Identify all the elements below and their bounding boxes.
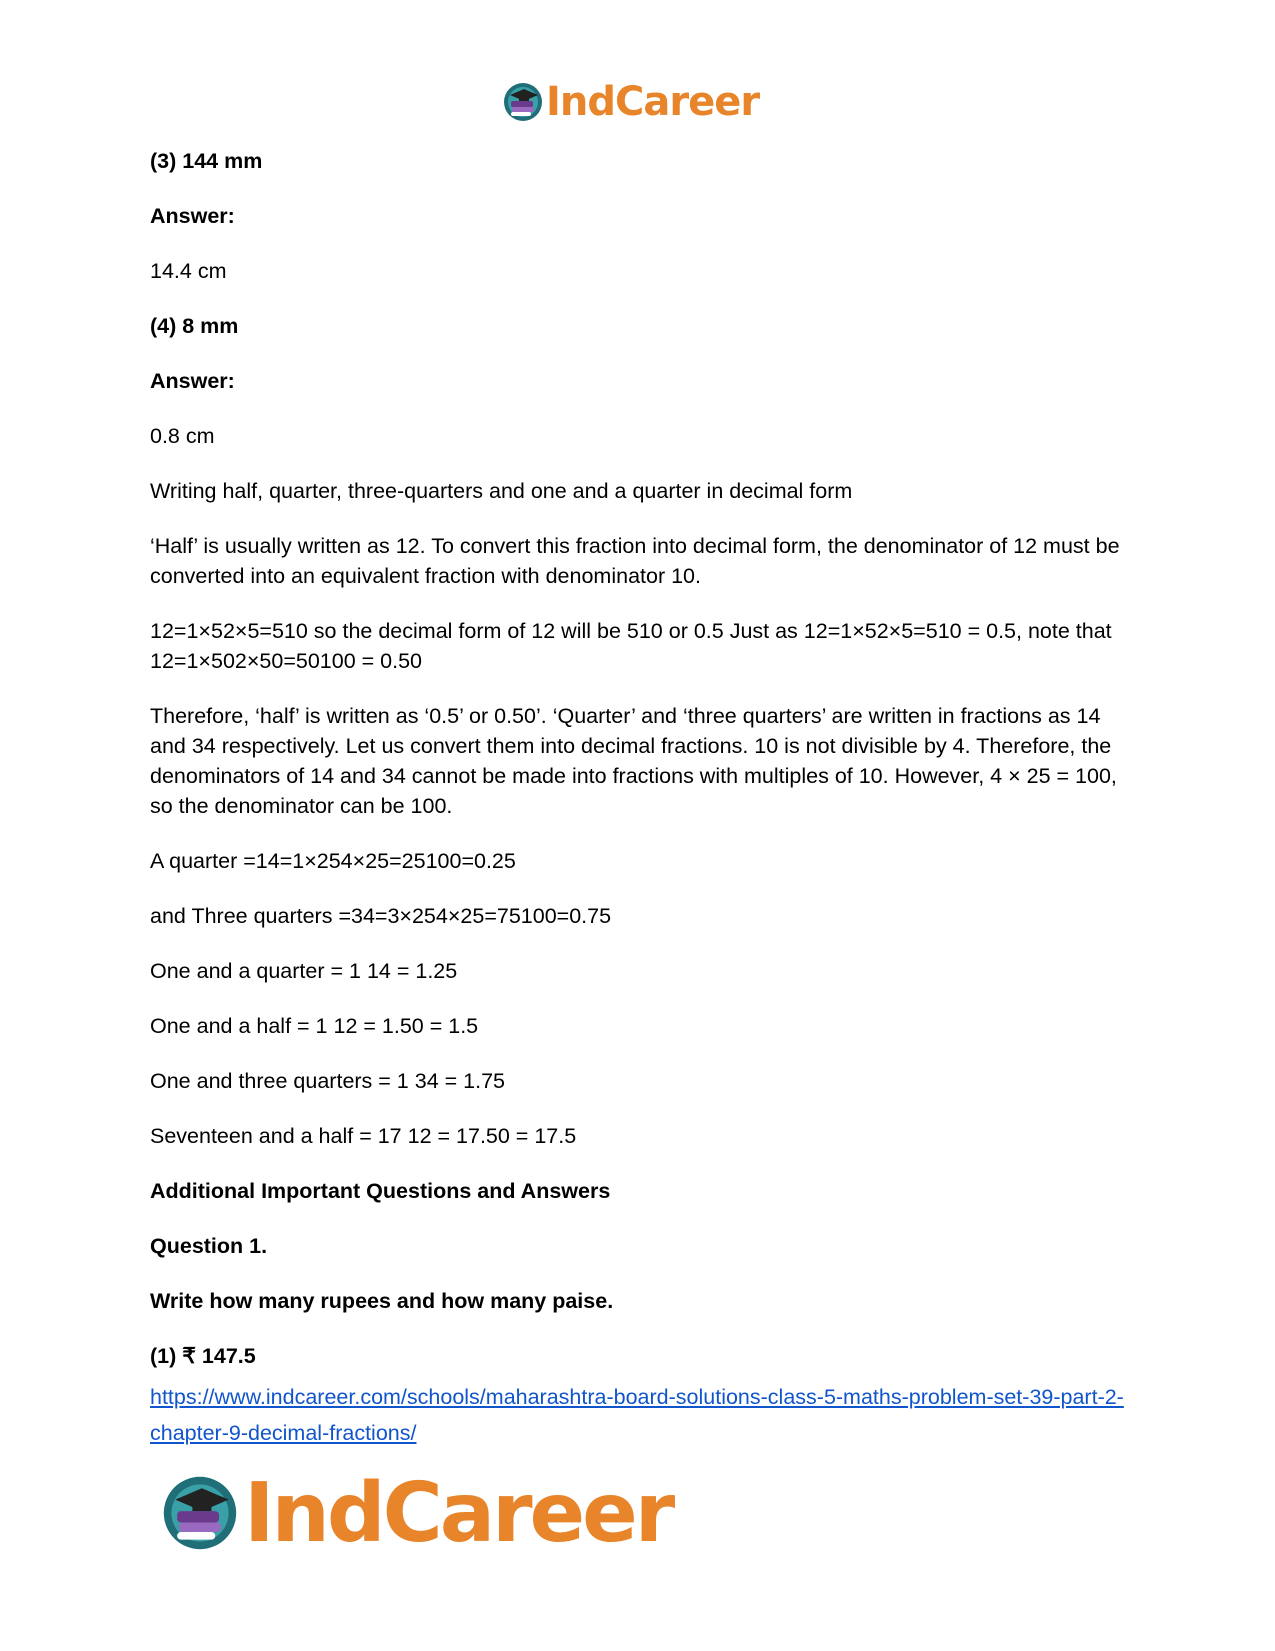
header-logo	[502, 78, 759, 126]
paragraph: One and a quarter = 1 14 = 1.25	[150, 959, 458, 983]
question-item: (4) 8 mm	[150, 314, 239, 338]
logo-text: IndCareer	[244, 1465, 673, 1561]
paragraph: and Three quarters =34=3×254×25=75100=0.75	[150, 904, 612, 928]
answer-text: 14.4 cm	[150, 259, 227, 283]
graduation-cap-logo-icon	[160, 1473, 240, 1553]
question-item: (3) 144 mm	[150, 149, 263, 173]
paragraph: One and a half = 1 12 = 1.50 = 1.5	[150, 1014, 479, 1038]
answer-text: 0.8 cm	[150, 424, 215, 448]
paragraph: ‘Half’ is usually written as 12. To convert this fraction into decimal form, the denominator of 12 must be converted into an equivalent fraction with denominator 10.	[150, 534, 1120, 588]
section-heading: Additional Important Questions and Answers	[150, 1179, 611, 1203]
question-text: Write how many rupees and how many paise.	[150, 1289, 614, 1313]
question-item: (1) ₹ 147.5	[150, 1344, 256, 1368]
answer-label: Answer:	[150, 369, 235, 393]
document-body	[150, 146, 1130, 1451]
logo-text: IndCareer	[546, 79, 760, 125]
footer-logo	[160, 1465, 673, 1561]
source-link[interactable]: https://www.indcareer.com/schools/maharashtra-board-solutions-class-5-maths-problem-set-39-part-2-chapter-9-decimal-fractions/	[150, 1385, 1124, 1445]
paragraph: One and three quarters = 1 34 = 1.75	[150, 1069, 506, 1093]
graduation-cap-logo-icon	[502, 81, 544, 123]
paragraph: Therefore, ‘half’ is written as ‘0.5’ or 0.50’. ‘Quarter’ and ‘three quarters’ are written in fractions as 14 and 34 respectively. Let us convert them into decimal fractions. 10 is not divisible by 4. Therefore, the denominators of 14 and 34 cannot be made into fractions with multiples of 10. However, 4 × 25 = 100, so the denominator can be 100.	[150, 704, 1117, 818]
section-intro: Writing half, quarter, three-quarters and one and a quarter in decimal form	[150, 479, 853, 503]
paragraph: A quarter =14=1×254×25=25100=0.25	[150, 849, 516, 873]
paragraph: Seventeen and a half = 17 12 = 17.50 = 17.5	[150, 1124, 577, 1148]
answer-label: Answer:	[150, 204, 235, 228]
paragraph: 12=1×52×5=510 so the decimal form of 12 will be 510 or 0.5 Just as 12=1×52×5=510 = 0.5, note that 12=1×502×50=50100 = 0.50	[150, 619, 1112, 673]
question-number: Question 1.	[150, 1234, 268, 1258]
